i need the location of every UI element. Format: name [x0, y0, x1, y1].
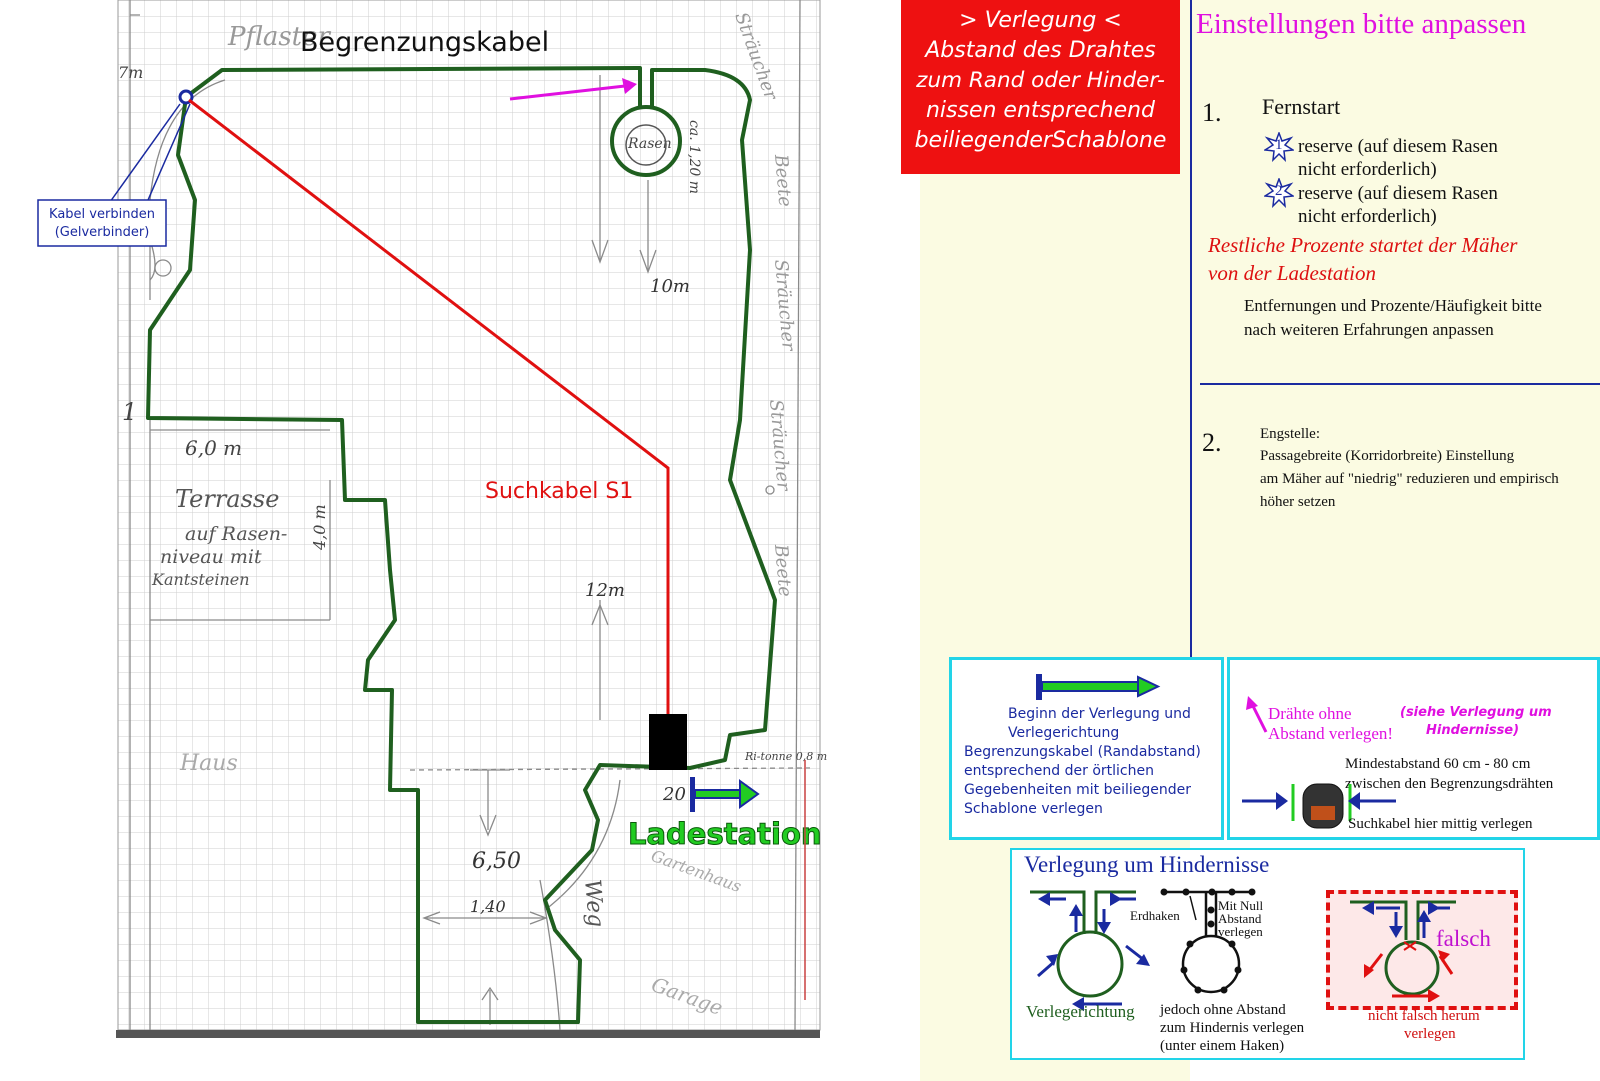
min-distance-line1: Mindestabstand 60 cm - 80 cm	[1345, 756, 1531, 772]
sketch-terrasse: Terrasse	[175, 485, 280, 513]
charging-station-block	[649, 714, 687, 770]
section2-line4: höher setzen	[1260, 494, 1336, 510]
legend-start-line5: Gegebenheiten mit beiliegender	[964, 782, 1192, 798]
sketch-dist-20: 20	[663, 784, 686, 805]
legend-start-line3: Begrenzungskabel (Randabstand)	[964, 744, 1201, 760]
see-obstacles-line2: Hindernisse)	[1426, 723, 1520, 738]
legend-start-line1: Beginn der Verlegung und	[1008, 706, 1191, 722]
settings-title: Einstellungen bitte anpassen	[1196, 8, 1527, 40]
legend-start-line4: entsprechend der örtlichen	[964, 763, 1154, 779]
reserve2-line1: reserve (auf diesem Rasen	[1298, 183, 1498, 204]
no-distance-line2: zum Hindernis verlegen	[1160, 1020, 1305, 1036]
laying-note-line2: Abstand des Drahtes	[925, 38, 1156, 63]
section2-line1: Engstelle:	[1260, 426, 1320, 442]
section1-number: 1.	[1202, 98, 1222, 127]
see-obstacles-line1: (siehe Verlegung um	[1400, 705, 1552, 720]
legend-spacing-box	[1227, 657, 1600, 840]
obstacles-box	[1010, 848, 1525, 1060]
not-wrong-line2: verlegen	[1404, 1026, 1456, 1042]
no-gap-line1: Drähte ohne	[1268, 704, 1352, 723]
sketch-straeucher-low: Sträucher	[765, 398, 794, 492]
sketch-straeucher-mid: Sträucher	[770, 258, 799, 352]
sketch-dist-60: 6,0 m	[185, 436, 243, 460]
sketch-dist-120: ca. 1,20 m	[686, 120, 702, 194]
laying-note-line5: beiliegenderSchablone	[914, 128, 1167, 153]
sketch-gartenhaus: Gartenhaus	[648, 845, 744, 897]
correct-laying-icon	[1026, 884, 1156, 1014]
no-distance-line3: (unter einem Haken)	[1160, 1038, 1285, 1054]
adjust-note-line1: Entfernungen und Prozente/Häufigkeit bitte	[1244, 296, 1542, 315]
sketch-one: 1	[122, 398, 138, 426]
settings-panel	[1190, 0, 1600, 660]
laying-note-box	[901, 0, 1180, 174]
sketch-regentonne: Ri-tonne 0,8 m	[745, 750, 828, 763]
sketch-beete-1: Beete	[770, 153, 796, 208]
laying-direction-label: Verlegerichtung	[1026, 1002, 1135, 1021]
sketch-beete-2: Beete	[770, 543, 796, 598]
sketch-dist-10m: 10m	[650, 276, 690, 297]
section2-line3: am Mäher auf "niedrig" reduzieren und empirisch	[1260, 471, 1559, 487]
sketch-dist-140: 1,40	[470, 897, 506, 916]
legend-start-line2: Verlegerichtung	[1008, 725, 1120, 741]
sketch-terr-line1: auf Rasen-	[185, 523, 288, 545]
sketch-7m: 7m	[118, 63, 144, 82]
connect-label-2: (Gelverbinder)	[54, 225, 150, 240]
laying-note-line1: > Verlegung <	[959, 8, 1122, 33]
zero-gap-line3: verlegen	[1218, 924, 1263, 939]
laying-note-line4: nissen entsprechend	[925, 98, 1156, 123]
erdhaken-label: Erdhaken	[1130, 908, 1180, 923]
remaining-percent-line1: Restliche Prozente startet der Mäher	[1208, 233, 1518, 257]
sketch-pflaster: Pflaster	[228, 22, 330, 52]
zero-gap-line1: Mit Null	[1218, 898, 1264, 913]
sketch-dist-12m: 12m	[585, 580, 625, 601]
search-cable-label: Suchkabel S1	[485, 479, 634, 504]
sketch-terr-line2: niveau mit	[160, 546, 262, 568]
search-cable-middle: Suchkabel hier mittig verlegen	[1348, 816, 1533, 832]
sketch-dist-650: 6,50	[472, 849, 521, 874]
no-distance-line1: jedoch ohne Abstand	[1160, 1002, 1286, 1018]
remaining-percent-line2: von der Ladestation	[1208, 261, 1376, 285]
section-divider	[1200, 383, 1600, 385]
sketch-haus: Haus	[180, 751, 238, 776]
section2-line2: Passagebreite (Korridorbreite) Einstellung	[1260, 448, 1515, 464]
obstacles-title: Verlegung um Hindernisse	[1024, 852, 1270, 877]
sketch-dist-40: 4,0 m	[310, 504, 329, 550]
wrong-label: falsch	[1436, 926, 1491, 951]
reserve2-line2: nicht erforderlich)	[1298, 206, 1437, 227]
no-gap-line2: Abstand verlegen!	[1268, 724, 1394, 743]
sketch-rasen: Rasen	[628, 136, 672, 152]
station-label: Ladestation	[628, 817, 822, 851]
legend-start-line6: Schablone verlegen	[964, 801, 1103, 817]
reserve1-line2: nicht erforderlich)	[1298, 159, 1437, 180]
laying-note-line3: zum Rand oder Hinder-	[916, 68, 1165, 93]
not-wrong-line1: nicht falsch herum	[1368, 1008, 1480, 1024]
reserve1-badge: 1	[1264, 132, 1294, 162]
boundary-cable-label: Begrenzungskabel	[300, 27, 550, 58]
connect-label-1: Kabel verbinden	[49, 207, 155, 222]
reserve1-line1: reserve (auf diesem Rasen	[1298, 136, 1498, 157]
sketch-straeucher-top: Sträucher	[730, 9, 782, 103]
reserve2-badge: 2	[1264, 178, 1294, 208]
zero-gap-line2: Abstand	[1218, 911, 1262, 926]
section1-title: Fernstart	[1262, 94, 1341, 119]
sketch-weg: Weg	[579, 878, 609, 929]
min-distance-line2: zwischen den Begrenzungsdrähten	[1345, 776, 1554, 792]
section2-number: 2.	[1202, 428, 1222, 457]
start-arrow-icon	[1034, 672, 1164, 702]
sketch-garage: Garage	[648, 972, 727, 1021]
adjust-note-line2: nach weiteren Erfahrungen anpassen	[1244, 320, 1494, 339]
legend-start-box	[949, 657, 1224, 840]
sketch-terr-line3: Kantsteinen	[152, 570, 250, 589]
